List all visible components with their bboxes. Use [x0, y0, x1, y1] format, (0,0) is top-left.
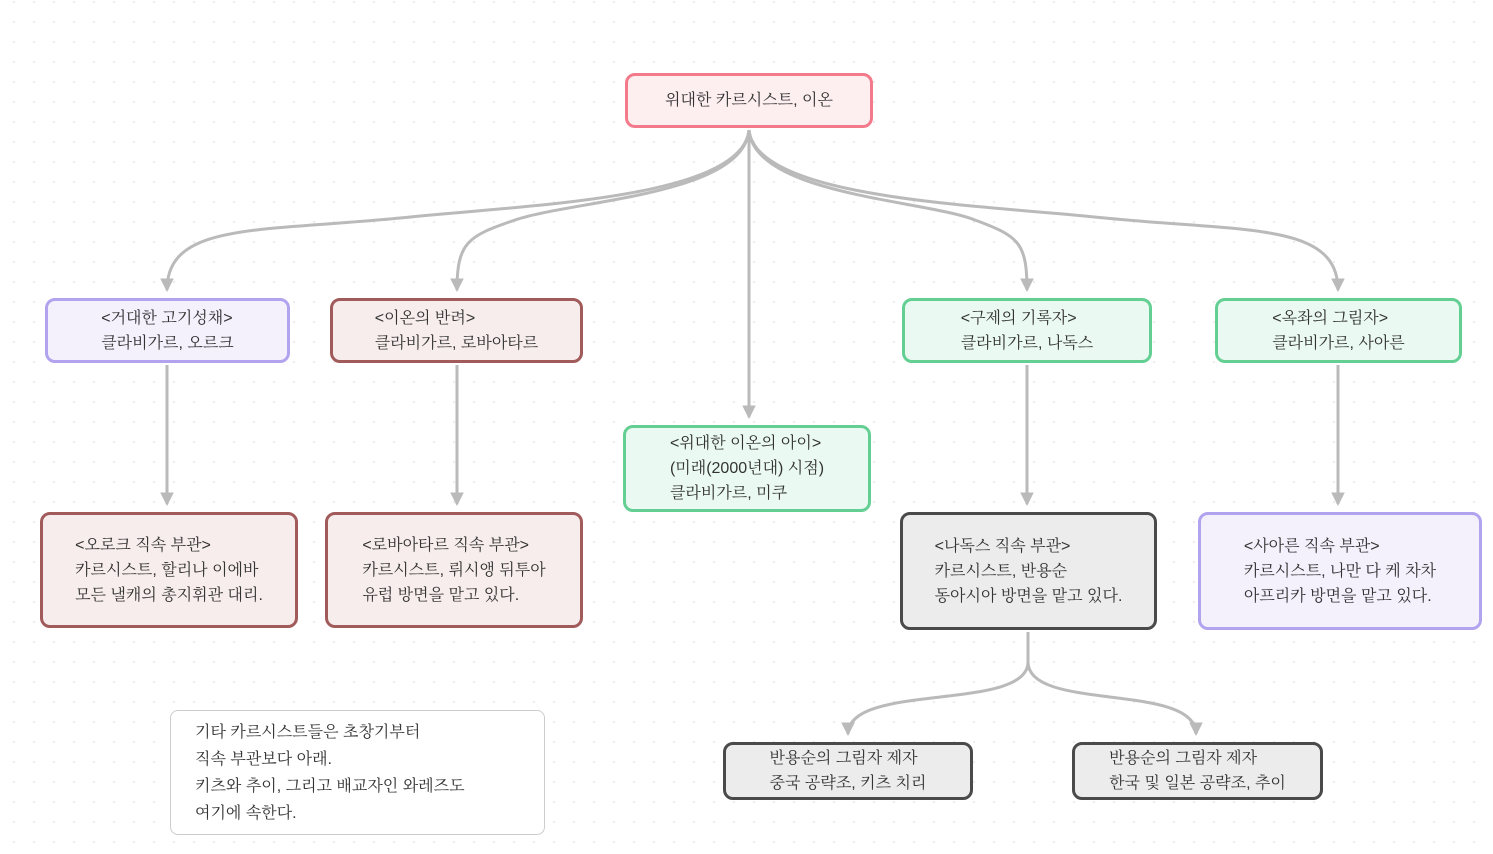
node-line: 클라비가르, 나독스: [960, 334, 1094, 352]
node-line: 카르시스트, 뤼시앵 뒤투아: [362, 561, 546, 579]
node-line: 클라비가르, 로바아타르: [374, 334, 539, 352]
node-line: 카르시스트, 반용순: [934, 562, 1068, 580]
node-line: <위대한 이온의 아이>: [669, 435, 822, 452]
node-line: 클라비가르, 사아른: [1272, 334, 1405, 352]
node-disciple-chui: [1072, 742, 1323, 800]
edge-ion-to-saarn: [749, 130, 1338, 290]
node-line: <오로크 직속 부관>: [75, 536, 211, 554]
node-klavigar-lovataar: [330, 298, 583, 363]
note-line: 직속 부관보다 아래.: [195, 750, 332, 768]
edge-ban-to-kits: [848, 632, 1028, 734]
node-line: <옥좌의 그림자>: [1272, 309, 1389, 327]
note-line: 여기에 속한다.: [195, 804, 297, 822]
note-line: 기타 카르시스트들은 초창기부터: [195, 723, 421, 741]
node-adjutant-halina: [40, 512, 298, 628]
node-line: <구제의 기록자>: [960, 309, 1077, 327]
node-line: 중국 공략조, 키츠 치리: [769, 775, 927, 792]
node-line: 반용순의 그림자 제자: [1109, 750, 1258, 767]
node-klavigar-nadox: [902, 298, 1152, 363]
edge-ban-to-chui: [1028, 632, 1196, 734]
note-other-karcists: [170, 710, 545, 835]
node-line: <거대한 고기성채>: [101, 309, 233, 327]
node-line: 클라비가르, 오르크: [101, 334, 234, 352]
node-line: <로바아타르 직속 부관>: [362, 536, 529, 554]
node-klavigar-miku: [623, 425, 871, 512]
node-line: (미래(2000년대) 시점): [669, 460, 825, 477]
node-klavigar-saarn: [1215, 298, 1462, 363]
node-line: 아프리카 방면을 맡고 있다.: [1243, 587, 1432, 605]
node-line: 클라비가르, 미쿠: [669, 485, 788, 502]
node-line: 모든 낼캐의 총지휘관 대리.: [75, 586, 263, 604]
node-line: <나독스 직속 부관>: [934, 537, 1071, 555]
node-adjutant-naman: [1198, 512, 1482, 630]
node-line: 한국 및 일본 공략조, 추이: [1109, 775, 1286, 792]
node-line: <사아른 직속 부관>: [1243, 537, 1380, 555]
node-line: 카르시스트, 할리나 이에바: [75, 561, 259, 579]
node-line: 동아시아 방면을 맡고 있다.: [934, 587, 1123, 605]
node-line: 유럽 방면을 맡고 있다.: [362, 586, 520, 604]
node-adjutant-ban: [900, 512, 1157, 630]
node-disciple-kits: [723, 742, 973, 800]
node-line: 카르시스트, 나만 다 케 차차: [1243, 562, 1437, 580]
node-line: 반용순의 그림자 제자: [769, 750, 918, 767]
node-line: 위대한 카르시스트, 이온: [665, 92, 833, 109]
node-great-karcist-ion: [625, 73, 873, 128]
node-klavigar-orc: [45, 298, 290, 363]
edge-ion-to-nadox: [749, 130, 1027, 290]
note-line: 키츠와 추이, 그리고 배교자인 와레즈도: [195, 777, 465, 795]
node-line: <이온의 반려>: [374, 309, 476, 327]
node-adjutant-lucien: [325, 512, 583, 628]
